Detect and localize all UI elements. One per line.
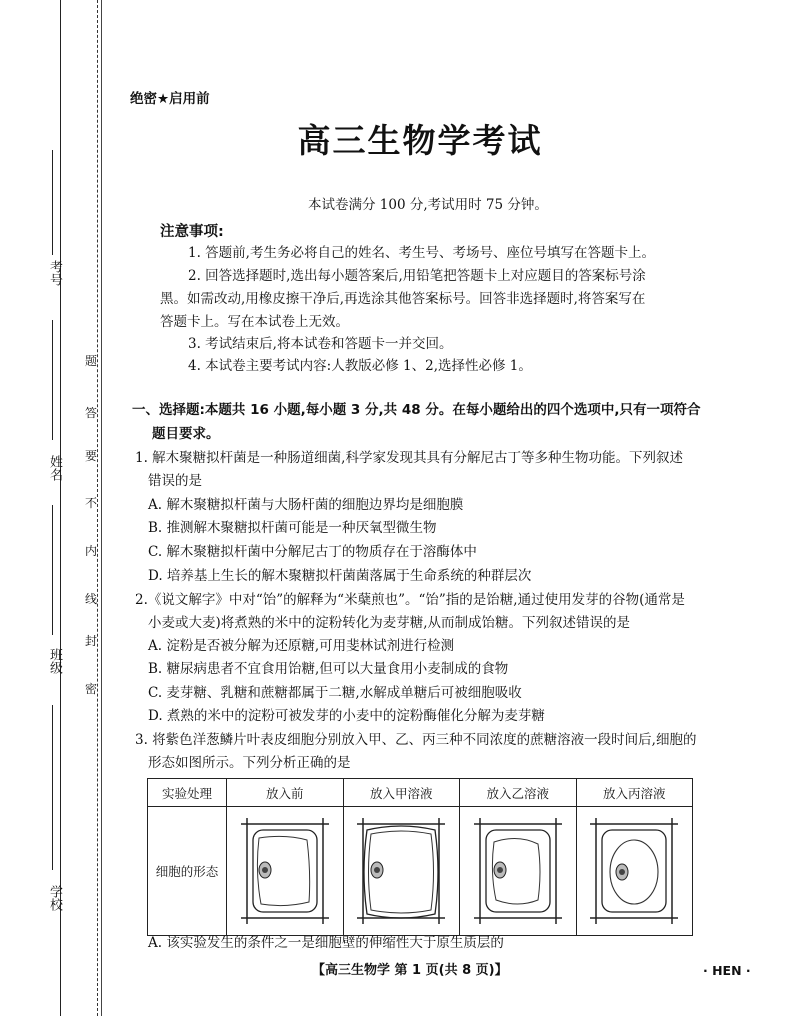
confidential-mark: 绝密★启用前 (130, 91, 210, 107)
cell-diagram-jia (343, 807, 460, 936)
seal-char: 线 (85, 592, 98, 606)
cell-before-illustration (235, 812, 335, 930)
q2-stem-cont: 小麦或大麦)将煮熟的米中的淀粉转化为麦芽糖,从而制成饴糖。下列叙述错误的是 (148, 615, 631, 631)
cell-bing-illustration (584, 812, 684, 930)
cell-morphology-table (147, 778, 693, 936)
q3-option-a: A. 该实验发生的条件之一是细胞壁的伸缩性大于原生质层的 (148, 935, 504, 951)
note-line: 4. 本试卷主要考试内容:人教版必修 1、2,选择性必修 1。 (188, 358, 532, 374)
table-header: 放入前 (227, 779, 344, 807)
q2-option-b: B. 糖尿病患者不宜食用饴糖,但可以大量食用小麦制成的食物 (148, 661, 509, 677)
seal-char: 内 (85, 544, 98, 558)
xingming-blank (52, 320, 53, 440)
table-header: 放入甲溶液 (343, 779, 460, 807)
footer-code: · HEN · (703, 963, 751, 978)
seal-char: 密 (85, 682, 98, 696)
note-line: 2. 回答选择题时,选出每小题答案后,用铅笔把答题卡上对应题目的答案标号涂 (188, 268, 646, 284)
table-row-label: 细胞的形态 (148, 807, 227, 936)
page-footer: 【高三生物学 第 1 页(共 8 页)】 (312, 963, 508, 978)
q1-option-c: C. 解木聚糖拟杆菌中分解尼古丁的物质存在于溶酶体中 (148, 544, 477, 560)
note-line: 1. 答题前,考生务必将自己的姓名、考生号、考场号、座位号填写在答题卡上。 (188, 245, 655, 261)
seal-char: 封 (85, 634, 98, 648)
section-heading: 一、选择题:本题共 16 小题,每小题 3 分,共 48 分。在每小题给出的四个选项中,只有一项符合 (132, 402, 701, 418)
table-header: 实验处理 (148, 779, 227, 807)
q1-option-d: D. 培养基上生长的解木聚糖拟杆菌菌落属于生命系统的种群层次 (148, 568, 532, 584)
label-banji: 班级 (47, 648, 62, 674)
q1-stem-cont: 错误的是 (148, 473, 202, 489)
q1-stem: 1. 解木聚糖拟杆菌是一种肠道细菌,科学家发现其具有分解尼古丁等多种生物功能。下列叙述 (135, 450, 683, 466)
seal-char: 题 (85, 354, 98, 368)
q1-option-a: A. 解木聚糖拟杆菌与大肠杆菌的细胞边界均是细胞膜 (148, 497, 464, 513)
cell-yi-illustration (468, 812, 568, 930)
label-xuexiao: 学校 (47, 885, 62, 911)
table-header: 放入丙溶液 (576, 779, 693, 807)
cell-diagram-bing (576, 807, 693, 936)
seal-char: 答 (85, 406, 98, 420)
banji-blank (52, 505, 53, 635)
note-line: 黑。如需改动,用橡皮擦干净后,再选涂其他答案标号。回答非选择题时,将答案写在 (160, 291, 646, 307)
exam-info: 本试卷满分 100 分,考试用时 75 分钟。 (308, 197, 548, 213)
xuexiao-blank (52, 705, 53, 870)
notes-title: 注意事项: (160, 224, 224, 240)
seal-char: 不 (85, 496, 98, 510)
label-kaohao: 考号 (47, 260, 62, 286)
q2-option-d: D. 煮熟的米中的淀粉可被发芽的小麦中的淀粉酶催化分解为麦芽糖 (148, 708, 545, 724)
q2-option-a: A. 淀粉是否被分解为还原糖,可用斐林试剂进行检测 (148, 638, 455, 654)
cell-diagram-yi (460, 807, 577, 936)
q3-stem: 3. 将紫色洋葱鳞片叶表皮细胞分别放入甲、乙、丙三种不同浓度的蔗糖溶液一段时间后,细胞的 (135, 732, 697, 748)
q1-option-b: B. 推测解木聚糖拟杆菌可能是一种厌氧型微生物 (148, 520, 437, 536)
cell-diagram-before (227, 807, 344, 936)
cell-jia-illustration (351, 812, 451, 930)
note-line: 答题卡上。写在本试卷上无效。 (160, 314, 349, 330)
seal-char: 要 (85, 449, 98, 463)
kaohao-blank (52, 150, 53, 255)
exam-title: 高三生物学考试 (297, 121, 543, 160)
note-line: 3. 考试结束后,将本试卷和答题卡一并交回。 (188, 336, 453, 352)
q3-stem-cont: 形态如图所示。下列分析正确的是 (148, 755, 351, 771)
q2-stem: 2.《说文解字》中对“饴”的解释为“米蘖煎也”。“饴”指的是饴糖,通过使用发芽的谷物(通常是 (135, 592, 685, 608)
table-header: 放入乙溶液 (460, 779, 577, 807)
q2-option-c: C. 麦芽糖、乳糖和蔗糖都属于二糖,水解成单糖后可被细胞吸收 (148, 685, 522, 701)
section-heading-cont: 题目要求。 (152, 426, 220, 442)
label-xingming: 姓名 (47, 455, 62, 481)
